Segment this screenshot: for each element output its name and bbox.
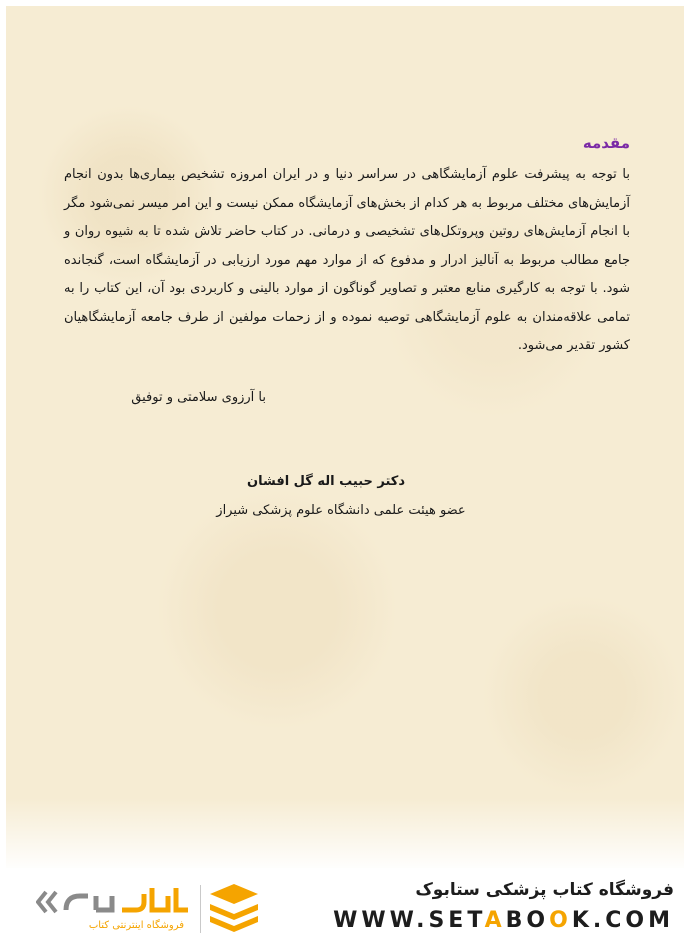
author-name: دکتر حبیب اله گل افشان — [246, 474, 406, 489]
footer-banner — [0, 870, 690, 945]
author-title: عضو هیئت علمی دانشگاه علوم پزشکی شیراز — [216, 503, 466, 518]
document-page — [6, 6, 684, 868]
logo-tagline: فروشگاه اینترنتی کتاب — [88, 920, 184, 931]
url-part-3: K.COM — [571, 908, 674, 933]
book-stack-icon — [206, 880, 262, 936]
closing-line: با آرزوی سلامتی و توفیق — [131, 390, 266, 405]
setabook-logo[interactable] — [36, 882, 192, 938]
store-url[interactable] — [333, 908, 674, 933]
store-name: فروشگاه کتاب پزشکی ستابوک — [415, 880, 674, 900]
body-paragraph: با توجه به پیشرفت علوم آزمایشگاهی در سراسر دنیا و در ایران امروزه تشخیص بیماری‌ها بدون انجام آزمایش‌های مختلف مربوط به هر کدام از بخش‌های آزمایشگاه ممکن نیست و این امر میسر نمی‌شود مگر با انجام آزمایش‌های روتین وپروتکل‌های تشخیصی و درمانی. در کتاب حاضر تلاش شده تا به شیوه روان و جامع مطالب مربوط به آنالیز ادرار و مدفوع که از موارد مهم مورد ارزیابی در آزمایشگاه است، گنجانده شود. با توجه به کارگیری منابع معتبر و تصاویر گوناگون از موارد بالینی و کاربردی بود آن، این کتاب را به تمامی علاقه‌مندان به علوم آزمایشگاهی توصیه نموده و از زحمات مولفین از طرف جامعه آزمایشگاهیان کشور تقدیر می‌شود. — [64, 167, 630, 353]
url-accent-1: A — [484, 908, 506, 933]
footer-divider — [200, 885, 201, 933]
setabook-logo-icon — [36, 882, 192, 922]
section-heading: مقدمه — [582, 134, 630, 152]
url-part-2: BO — [505, 908, 550, 933]
url-part-1: WWW.SET — [333, 908, 485, 933]
url-accent-2: O — [549, 908, 572, 933]
